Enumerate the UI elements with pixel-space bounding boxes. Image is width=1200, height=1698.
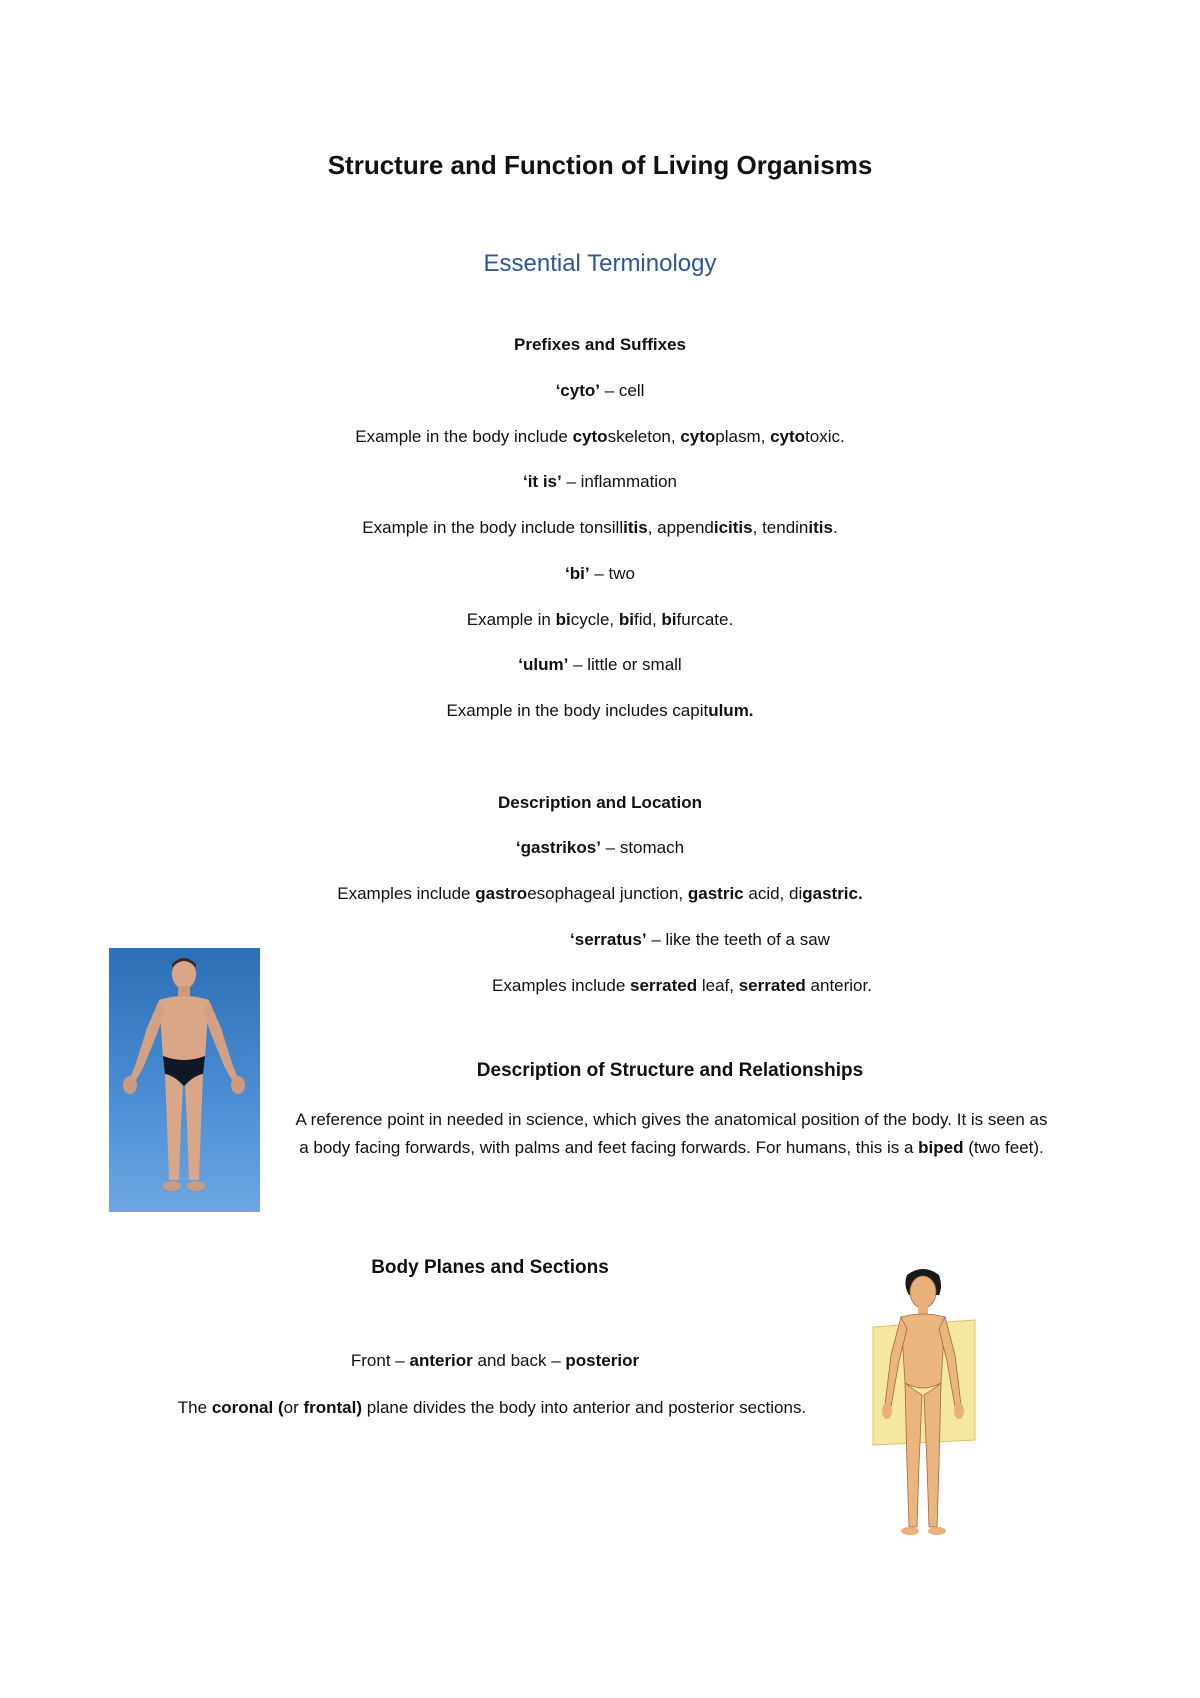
example-serratus: Examples include serrated leaf, serrated anterior. xyxy=(492,976,872,995)
structure-heading: Description of Structure and Relationships xyxy=(476,1060,864,1081)
prefixes-heading: Prefixes and Suffixes xyxy=(514,335,686,354)
description-heading: Description and Location xyxy=(497,793,703,812)
example-gastrikos: Examples include gastroesophageal junction, gastric acid, digastric. xyxy=(337,884,863,903)
anatomical-position-photo xyxy=(109,948,260,1212)
section-subtitle: Essential Terminology xyxy=(483,250,717,277)
term-itis: ‘it is’ – inflammation xyxy=(522,472,677,491)
term-ulum: ‘ulum’ – little or small xyxy=(518,655,682,674)
standing-man-figure xyxy=(109,948,260,1212)
planes-heading: Body Planes and Sections xyxy=(371,1257,609,1278)
term-serratus: ‘serratus’ – like the teeth of a saw xyxy=(570,930,830,949)
example-cyto: Example in the body include cytoskeleton, cytoplasm, cytotoxic. xyxy=(355,427,845,446)
planes-line-coronal: The coronal (or frontal) plane divides the body into anterior and posterior sections. xyxy=(177,1398,807,1417)
example-itis: Example in the body include tonsillitis, appendicitis, tendinitis. xyxy=(362,518,838,537)
structure-paragraph: A reference point in needed in science, which gives the anatomical position of the body. It is seen as a body facing forwards, with palms and feet facing forwards. For humans, this is a biped (two feet). xyxy=(295,1110,1048,1157)
example-ulum: Example in the body includes capitulum. xyxy=(446,701,754,720)
term-bi: ‘bi’ – two xyxy=(565,564,635,583)
planes-line-front-back: Front – anterior and back – posterior xyxy=(350,1351,640,1370)
term-gastrikos: ‘gastrikos’ – stomach xyxy=(515,838,685,857)
term-cyto: ‘cyto’ – cell xyxy=(555,381,645,400)
coronal-plane-figure xyxy=(855,1265,1000,1545)
example-bi: Example in bicycle, bifid, bifurcate. xyxy=(466,610,734,629)
page-title: Structure and Function of Living Organisms xyxy=(327,150,873,180)
coronal-plane-illustration xyxy=(855,1265,1000,1545)
